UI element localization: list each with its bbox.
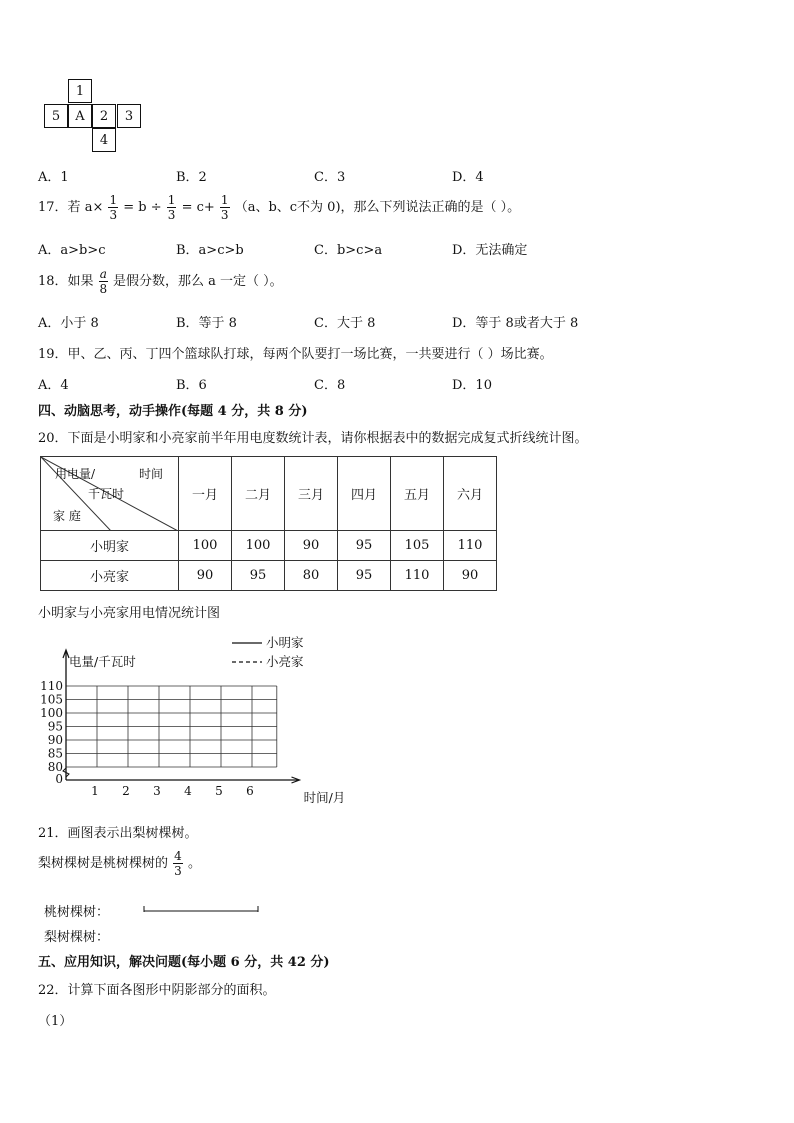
option-a: A．小于 8 bbox=[38, 316, 99, 331]
legend-label: 小亮家 bbox=[266, 654, 304, 669]
table-cell: 110 bbox=[391, 561, 444, 591]
option-d: D．等于 8或者大于 8 bbox=[452, 316, 579, 331]
option-a: A．1 bbox=[38, 170, 69, 185]
net-cell: 4 bbox=[92, 128, 116, 152]
table-cell: 90 bbox=[285, 531, 338, 561]
family-name: 小亮家 bbox=[41, 561, 179, 591]
table-cell: 95 bbox=[338, 531, 391, 561]
option-b: B．a>c>b bbox=[176, 243, 244, 258]
table-cell: 80 bbox=[285, 561, 338, 591]
table-cell: 95 bbox=[338, 561, 391, 591]
q21-suffix: 。 bbox=[187, 856, 201, 871]
month-header: 二月 bbox=[232, 457, 285, 531]
option-c: C．b>c>a bbox=[314, 243, 383, 258]
x-tick-label: 2 bbox=[122, 784, 130, 798]
option-d: D．10 bbox=[452, 378, 492, 393]
table-cell: 105 bbox=[391, 531, 444, 561]
header-usage: 用电量/ bbox=[55, 467, 96, 481]
option-c: C．8 bbox=[314, 378, 346, 393]
y-tick-label: 110 bbox=[40, 679, 63, 693]
q17-eq-b: = b ÷ bbox=[123, 200, 162, 215]
month-header: 三月 bbox=[285, 457, 338, 531]
x-tick-label: 1 bbox=[91, 784, 99, 798]
net-cell: 3 bbox=[117, 104, 141, 128]
y-tick-label: 85 bbox=[47, 746, 63, 761]
line-chart bbox=[36, 630, 396, 810]
table-row bbox=[41, 531, 497, 561]
y-axis-label: 电量/千瓦时 bbox=[69, 654, 136, 669]
q21-prefix: 梨树棵树是桃树棵树的 bbox=[38, 856, 169, 871]
chart-title: 小明家与小亮家用电情况统计图 bbox=[38, 606, 221, 621]
table-cell: 90 bbox=[444, 561, 497, 591]
table-cell: 95 bbox=[232, 561, 285, 591]
legend-label: 小明家 bbox=[266, 635, 304, 650]
y-tick-label: 90 bbox=[47, 733, 63, 747]
section-heading-5: 五、应用知识，解决问题(每小题 6 分，共 42 分) bbox=[38, 955, 330, 970]
month-header: 六月 bbox=[444, 457, 497, 531]
fraction: $\frac{1}{3}$ bbox=[167, 193, 176, 222]
question-19: 19．甲、乙、丙、丁四个篮球队打球，每两个队要打一场比赛，一共要进行（ ）场比赛。 bbox=[38, 347, 553, 362]
q18-prefix: 18．如果 bbox=[38, 274, 94, 289]
month-header: 四月 bbox=[338, 457, 391, 531]
y-tick-label: 95 bbox=[47, 719, 63, 734]
q18-tail: 是假分数，那么 a 一定（ ）。 bbox=[112, 274, 283, 289]
q21-sentence bbox=[38, 850, 201, 877]
header-family: 家 庭 bbox=[53, 509, 81, 523]
question-17 bbox=[38, 194, 520, 221]
net-cell: 1 bbox=[68, 79, 92, 103]
option-c: C．大于 8 bbox=[314, 316, 376, 331]
peach-segment bbox=[143, 905, 259, 913]
fraction: $\frac{1}{3}$ bbox=[220, 193, 229, 222]
table-row bbox=[41, 561, 497, 591]
electricity-table bbox=[40, 456, 497, 591]
question-21: 21．画图表示出梨树棵树。 bbox=[38, 826, 198, 841]
q17-eq-c: = c+ bbox=[181, 200, 215, 215]
question-18 bbox=[38, 268, 283, 295]
pear-label: 梨树棵树： bbox=[44, 930, 110, 945]
y-tick-label: 100 bbox=[40, 706, 63, 720]
table-cell: 100 bbox=[179, 531, 232, 561]
table-cell: 100 bbox=[232, 531, 285, 561]
table-cell: 110 bbox=[444, 531, 497, 561]
x-tick-label: 4 bbox=[184, 784, 192, 798]
x-axis-label: 时间/月 bbox=[303, 790, 346, 805]
y-tick-label: 80 bbox=[47, 760, 63, 774]
month-header: 五月 bbox=[391, 457, 444, 531]
y-tick-label: 0 bbox=[55, 772, 63, 786]
fraction: $\frac{4}{3}$ bbox=[174, 849, 182, 878]
header-time: 时间 bbox=[139, 467, 164, 481]
option-d: D．无法确定 bbox=[452, 243, 528, 258]
net-cell: 5 bbox=[44, 104, 68, 128]
option-d: D．4 bbox=[452, 170, 484, 185]
x-tick-label: 3 bbox=[153, 784, 161, 798]
question-22: 22．计算下面各图形中阴影部分的面积。 bbox=[38, 983, 276, 998]
q17-number: 17．若 bbox=[38, 200, 81, 215]
q22-sub1: （1） bbox=[38, 1014, 73, 1029]
month-header: 一月 bbox=[179, 457, 232, 531]
x-tick-label: 5 bbox=[215, 784, 223, 798]
fraction: $\frac{a}{8}$ bbox=[99, 267, 108, 296]
fraction: $\frac{1}{3}$ bbox=[109, 193, 118, 222]
peach-label: 桃树棵树： bbox=[44, 905, 110, 920]
option-a: A．a>b>c bbox=[38, 243, 106, 258]
family-name: 小明家 bbox=[41, 531, 179, 561]
net-cell: 2 bbox=[92, 104, 116, 128]
net-cell: A bbox=[68, 104, 92, 128]
option-b: B．等于 8 bbox=[176, 316, 237, 331]
option-a: A．4 bbox=[38, 378, 69, 393]
table-cell: 90 bbox=[179, 561, 232, 591]
option-c: C．3 bbox=[314, 170, 346, 185]
section-heading-4: 四、动脑思考，动手操作(每题 4 分，共 8 分) bbox=[38, 404, 308, 419]
q17-tail: （a、b、c不为 0)，那么下列说法正确的是（ ）。 bbox=[234, 200, 521, 215]
y-tick-label: 105 bbox=[40, 692, 63, 707]
table-diagonal-header bbox=[41, 457, 179, 531]
question-20: 20．下面是小明家和小亮家前半年用电度数统计表，请你根据表中的数据完成复式折线统计图。 bbox=[38, 431, 588, 446]
header-unit: 千瓦时 bbox=[88, 487, 125, 501]
option-b: B．6 bbox=[176, 378, 207, 393]
x-tick-label: 6 bbox=[246, 784, 254, 798]
option-b: B．2 bbox=[176, 170, 207, 185]
q17-a-mult: a× bbox=[84, 200, 104, 215]
